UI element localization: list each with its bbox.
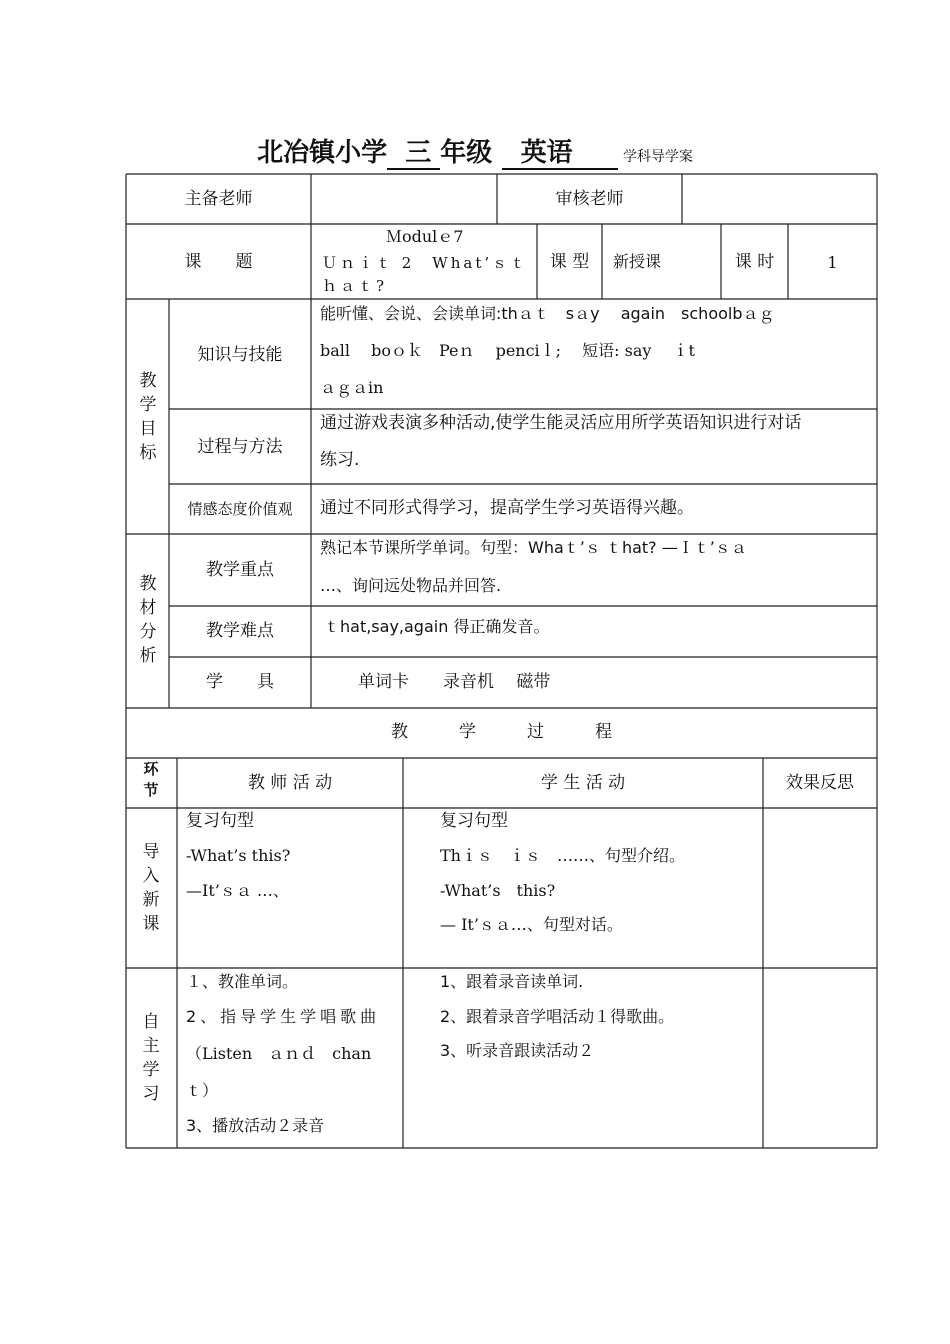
student-activity-line: 3、听录音跟读活动２ — [440, 1041, 595, 1060]
teacher-activity-line: １、教准单词。 — [186, 972, 299, 991]
student-activity-line: — It’ｓａ…、句型对话。 — [440, 915, 623, 934]
teacher-activity-line: ｔ） — [186, 1081, 219, 1100]
title-suffix: 学科导学案 — [622, 149, 693, 165]
difficulty-value: ｔhat,say,again 得正确发音。 — [324, 617, 550, 636]
lesson-hours-label: 课 时 — [734, 252, 775, 272]
grade-blank: 三 — [387, 138, 440, 170]
lead-teacher-label: 主备老师 — [184, 189, 253, 209]
topic-unit: Ｕｎｉｔ 2 What’ｓｔ — [322, 254, 529, 272]
column-reflection: 效果反思 — [786, 773, 854, 793]
process-method-label: 过程与方法 — [197, 437, 283, 457]
difficulty-label: 教学难点 — [206, 621, 274, 641]
tools-value: 单词卡 录音机 磁带 — [358, 672, 551, 692]
key-points-label: 教学重点 — [206, 560, 274, 580]
process-method-line-1: 通过游戏表演多种活动,使学生能灵活应用所学英语知识进行对话 — [320, 413, 802, 433]
knowledge-line-1: 能听懂、会说、会读单词:thａｔ sａy again schoolbａｇ — [320, 304, 775, 323]
topic-label: 课 题 — [184, 252, 253, 272]
tools-label: 学 具 — [206, 672, 274, 692]
goals-section-label: 教学目标 — [139, 371, 157, 463]
stage-self-study: 自主学习 — [142, 1012, 160, 1104]
teacher-activity-line: 2、指导学生学唱歌曲 — [186, 1007, 381, 1026]
key-points-line-1: 熟记本节课所学单词。句型：Whaｔ’ｓ ｔhat? —Ｉｔ’ｓａ — [320, 538, 747, 557]
topic-unit-cont: ｈａｔ? — [322, 277, 388, 295]
teacher-activity-line: 复习句型 — [186, 811, 254, 831]
knowledge-line-3: ａｇａin — [320, 378, 384, 397]
lesson-type-value: 新授课 — [613, 252, 662, 271]
topic-module: Ｍodulｅ7 — [386, 227, 464, 246]
lesson-type-label: 课 型 — [549, 252, 590, 272]
lesson-hours-value: 1 — [827, 253, 838, 272]
process-method-line-2: 练习. — [320, 450, 360, 470]
student-activity-line: 复习句型 — [440, 811, 508, 831]
student-activity-line: 1、跟着录音读单词. — [440, 972, 584, 991]
teacher-activity-line: —It’ｓａ …、 — [186, 881, 289, 900]
key-points-line-2: …、询问远处物品并回答. — [320, 576, 502, 595]
column-stage: 环节 — [143, 760, 159, 799]
knowledge-label: 知识与技能 — [197, 345, 283, 365]
attitude-value: 通过不同形式得学习，提高学生学习英语得兴趣。 — [320, 498, 694, 518]
process-heading: 教 学 过 程 — [391, 722, 612, 742]
student-activity-line: -What’s this? — [440, 881, 556, 900]
student-activity-line: Thｉｓ ｉｓ ……、句型介绍。 — [440, 846, 685, 865]
teacher-activity-line: -What’s this? — [186, 846, 291, 865]
knowledge-line-2: ball boｏｋ Peｎ penciｌ; 短语: say ｉt — [320, 341, 695, 360]
school-name: 北冶镇小学 — [257, 138, 388, 168]
column-student-activity: 学 生 活 动 — [540, 773, 626, 793]
subject-blank: 英语 — [502, 138, 617, 170]
attitude-label: 情感态度价值观 — [187, 500, 293, 518]
column-teacher-activity: 教 师 活 动 — [247, 773, 333, 793]
grade-suffix: 年级 — [440, 138, 493, 168]
teacher-activity-line: 3、播放活动２录音 — [186, 1116, 325, 1135]
teacher-activity-line: （Listen ａｎｄ chan — [186, 1044, 372, 1063]
reviewer-label: 审核老师 — [555, 189, 624, 209]
stage-intro: 导入新课 — [142, 842, 160, 934]
analysis-section-label: 教材分析 — [139, 574, 157, 666]
student-activity-line: 2、跟着录音学唱活动１得歌曲。 — [440, 1007, 675, 1026]
